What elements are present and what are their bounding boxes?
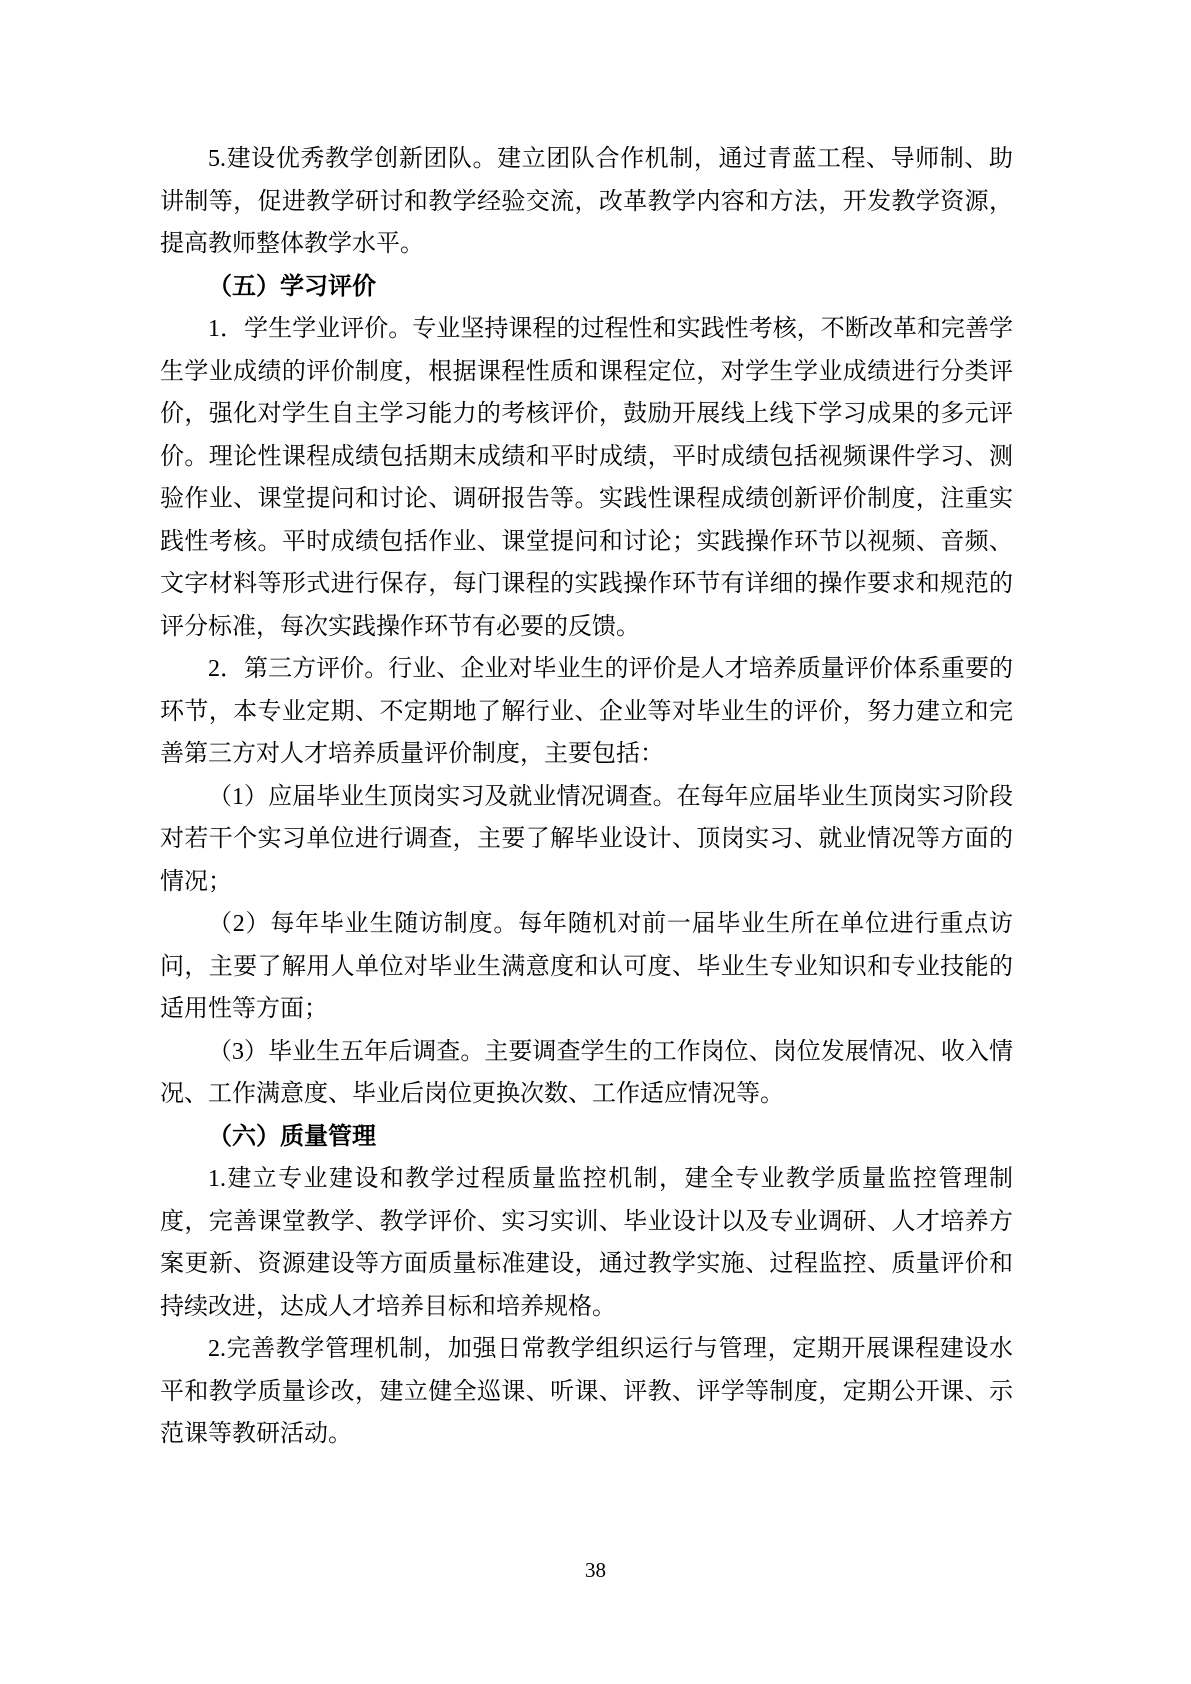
document-content <box>160 138 1013 1456</box>
paragraph-internship-employment-survey: （1）应届毕业生顶岗实习及就业情况调查。在每年应届毕业生顶岗实习阶段对若干个实习单位进行调查，主要了解毕业设计、顶岗实习、就业情况等方面的情况； <box>160 783 1013 895</box>
section-heading-quality-management: （六）质量管理 <box>208 1123 376 1150</box>
paragraph-team-building: 5.建设优秀教学创新团队。建立团队合作机制，通过青蓝工程、导师制、助讲制等，促进教学研讨和教学经验交流，改革教学内容和方法，开发教学资源，提高教师整体教学水平。 <box>160 146 1013 257</box>
paragraph-third-party-evaluation: 2．第三方评价。行业、企业对毕业生的评价是人才培养质量评价体系重要的环节，本专业定期、不定期地了解行业、企业等对毕业生的评价，努力建立和完善第三方对人才培养质量评价制度，主要包括： <box>160 656 1013 767</box>
paragraph-graduate-followup: （2）每年毕业生随访制度。每年随机对前一届毕业生所在单位进行重点访问，主要了解用人单位对毕业生满意度和认可度、毕业生专业知识和专业技能的适用性等方面； <box>160 911 1013 1022</box>
section-heading-learning-evaluation: （五）学习评价 <box>208 273 376 300</box>
paragraph-teaching-management: 2.完善教学管理机制，加强日常教学组织运行与管理，定期开展课程建设水平和教学质量诊改，建立健全巡课、听课、评教、评学等制度，定期公开课、示范课等教研活动。 <box>160 1336 1013 1447</box>
page-number: 38 <box>585 1558 606 1582</box>
paragraph-quality-monitoring: 1.建立专业建设和教学过程质量监控机制，建全专业教学质量监控管理制度，完善课堂教学、教学评价、实习实训、毕业设计以及专业调研、人才培养方案更新、资源建设等方面质量标准建设，通过教学实施、过程监控、质量评价和持续改进，达成人才培养目标和培养规格。 <box>160 1166 1013 1320</box>
paragraph-student-academic-evaluation: 1．学生学业评价。专业坚持课程的过程性和实践性考核，不断改革和完善学生学业成绩的评价制度，根据课程性质和课程定位，对学生学业成绩进行分类评价，强化对学生自主学习能力的考核评价，鼓励开展线上线下学习成果的多元评价。理论性课程成绩包括期末成绩和平时成绩，平时成绩包括视频课件学习、测验作业、课堂提问和讨论、调研报告等。实践性课程成绩创新评价制度，注重实践性考核。平时成绩包括作业、课堂提问和讨论；实践操作环节以视频、音频、文字材料等形式进行保存，每门课程的实践操作环节有详细的操作要求和规范的评分标准，每次实践操作环节有必要的反馈。 <box>160 316 1013 640</box>
paragraph-five-year-survey: （3）毕业生五年后调查。主要调查学生的工作岗位、岗位发展情况、收入情况、工作满意度、毕业后岗位更换次数、工作适应情况等。 <box>160 1038 1013 1107</box>
